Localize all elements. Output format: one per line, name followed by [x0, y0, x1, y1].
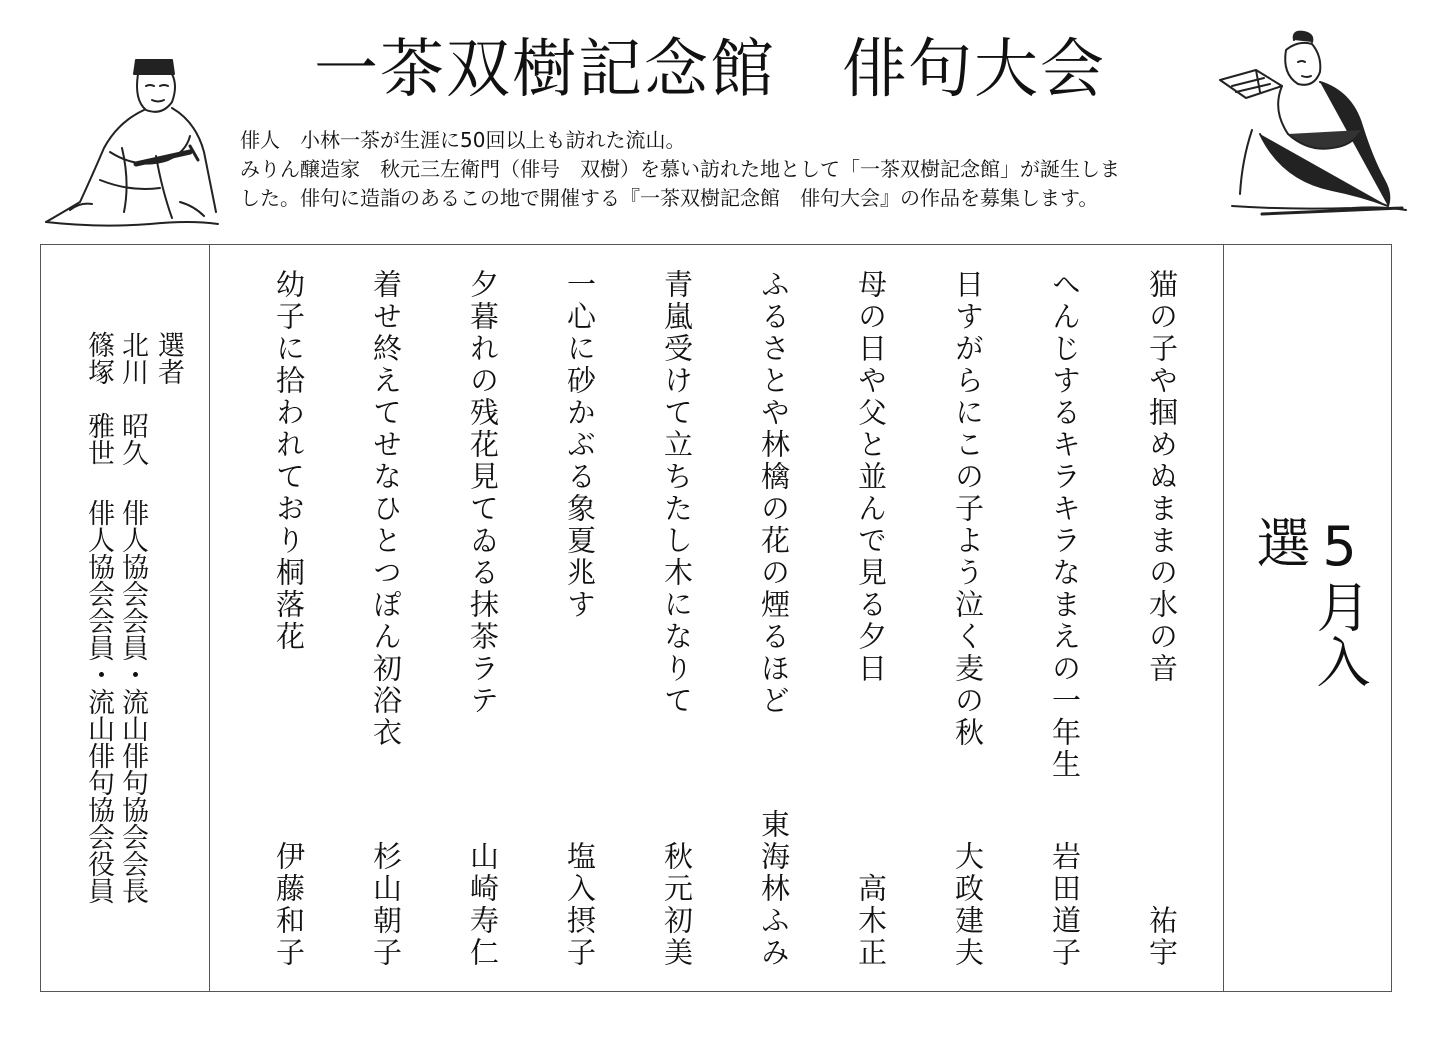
left-divider [209, 245, 210, 991]
judge-role-2: 俳人協会会員・流山俳句協会役員 [83, 499, 114, 904]
month-label: 5月入選 [1248, 515, 1371, 689]
poem-author: 秋元初美 [660, 841, 694, 969]
soju-portrait-illustration [1212, 30, 1408, 226]
right-divider [1223, 245, 1224, 991]
haiku-board [40, 244, 1392, 992]
poem-column-1 [1142, 269, 1182, 969]
poem-column-5 [754, 269, 794, 969]
poem-text: 一心に砂かぶる象夏兆す [563, 269, 597, 621]
intro-line-1: 俳人 小林一茶が生涯に50回以上も訪れた流山。 [240, 128, 686, 152]
poem-author: 大政建夫 [951, 841, 985, 969]
judges-label: 選者 [153, 331, 184, 385]
poem-author: 岩田道子 [1048, 841, 1082, 969]
poem-text: 母の日や父と並んで見る夕日 [854, 269, 888, 685]
judge-name-1: 北川 昭久 [117, 331, 148, 466]
poem-column-10 [269, 269, 309, 969]
poem-author: 杉山朝子 [369, 841, 403, 969]
poem-column-8 [463, 269, 503, 969]
intro-line-2: みりん醸造家 秋元三左衛門（俳号 双樹）を慕い訪れた地として「一茶双樹記念館」が誕生しま [240, 157, 1120, 181]
poem-column-6 [657, 269, 697, 969]
poem-text: 夕暮れの残花見てゐる抹茶ラテ [466, 269, 500, 717]
intro-line-3: した。俳句に造詣のあるこの地で開催する『一茶双樹記念館 俳句大会』の作品を募集します。 [240, 186, 1099, 210]
page-title: 一茶双樹記念館 俳句大会 [314, 33, 1106, 107]
judge-name-2: 篠塚 雅世 [83, 331, 114, 466]
poem-author: 祐宇 [1145, 905, 1179, 969]
poem-column-7 [560, 269, 600, 969]
issa-portrait-illustration [40, 52, 220, 230]
poem-column-2 [1045, 269, 1085, 969]
poem-text: 幼子に拾われており桐落花 [272, 269, 306, 653]
judge-role-1: 俳人協会会員・流山俳句協会会長 [117, 499, 148, 904]
poem-text: ふるさとや林檎の花の煙るほど [757, 269, 791, 717]
poem-column-4 [851, 269, 891, 969]
poem-author: 高木正 [854, 873, 888, 969]
poem-text: へんじするキラキラなまえの一年生 [1048, 269, 1082, 781]
poem-text: 猫の子や掴めぬままの水の音 [1145, 269, 1179, 685]
poem-text: 着せ終えてせなひとつぽん初浴衣 [369, 269, 403, 749]
poem-column-9 [366, 269, 406, 969]
poem-author: 東海林ふみ [757, 809, 791, 969]
poem-author: 塩入摂子 [563, 841, 597, 969]
poem-author: 伊藤和子 [272, 841, 306, 969]
poem-text: 青嵐受けて立ちたし木になりて [660, 269, 694, 717]
intro-text [240, 126, 1200, 213]
poem-column-3 [948, 269, 988, 969]
poem-author: 山崎寿仁 [466, 841, 500, 969]
poem-text: 日すがらにこの子よう泣く麦の秋 [951, 269, 985, 749]
